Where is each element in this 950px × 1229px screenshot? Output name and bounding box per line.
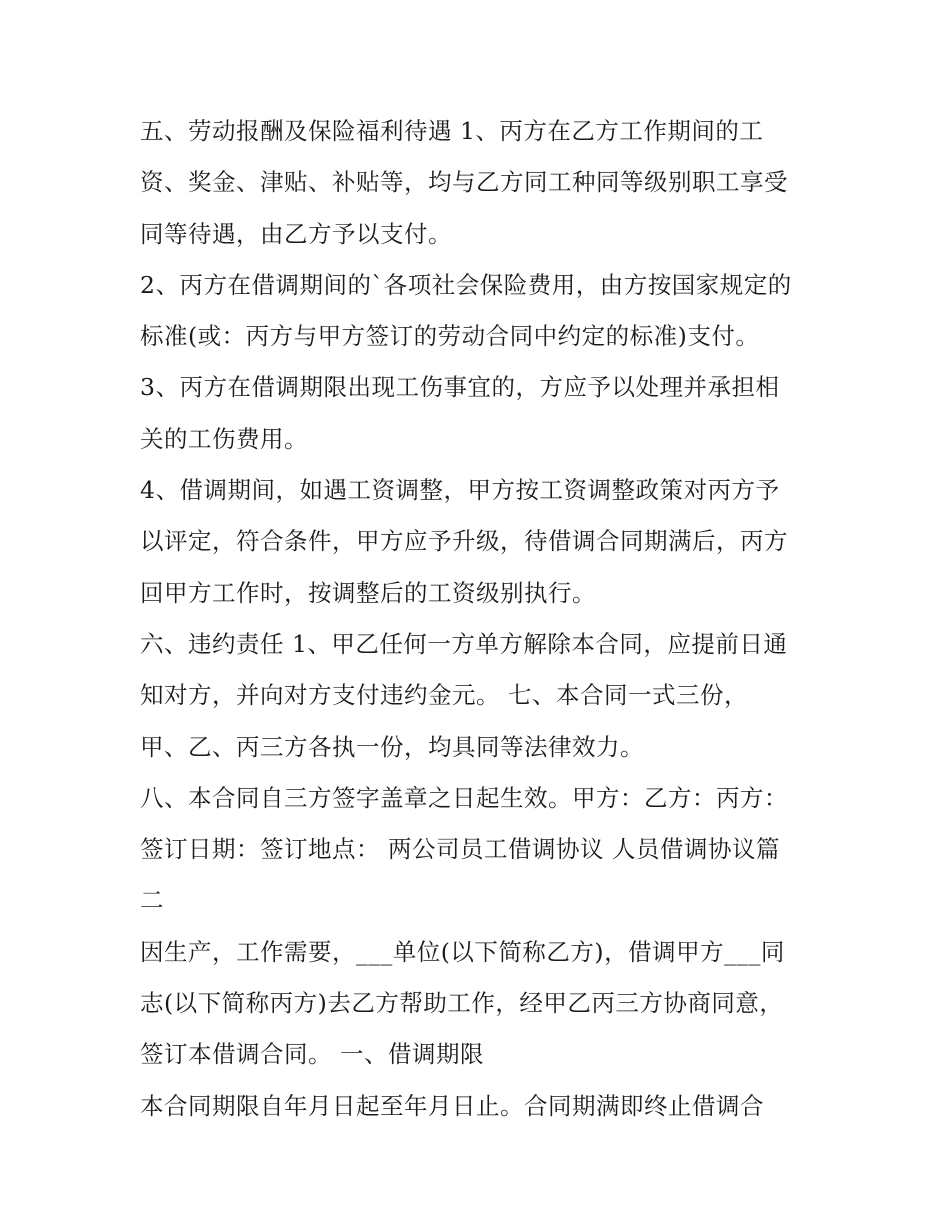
text-line: 甲、乙、丙三方各执一份，均具同等法律效力。 xyxy=(140,732,644,761)
text-line: 2、丙方在借调期间的`各项社会保险费用，由方按国家规定的 xyxy=(140,270,792,299)
text-line: 志(以下简称丙方)去乙方帮助工作，经甲乙丙三方协商同意， xyxy=(140,989,784,1018)
document-body xyxy=(140,109,820,1135)
text-line: 五、劳动报酬及保险福利待遇 1、丙方在乙方工作期间的工 xyxy=(140,117,764,145)
text-line: 本合同期限自年月日起至年月日止。合同期满即终止借调合 xyxy=(140,1091,764,1120)
text-line: 3、丙方在借调期限出现工伤事宜的，方应予以处理并承担相 xyxy=(140,373,780,402)
text-line: 关的工伤费用。 xyxy=(140,424,308,453)
text-line: 八、本合同自三方签字盖章之日起生效。甲方：乙方：丙方： xyxy=(140,783,788,812)
text-line: 以评定，符合条件，甲方应予升级，待借调合同期满后，丙方 xyxy=(140,527,788,556)
text-line: 4、借调期间，如遇工资调整，甲方按工资调整政策对丙方予 xyxy=(140,476,780,505)
text-line: 知对方，并向对方支付违约金元。 七、本合同一式三份， xyxy=(140,681,748,710)
text-line: 签订日期：签订地点： 两公司员工借调协议 人员借调协议篇 xyxy=(140,835,780,864)
text-line: 二 xyxy=(140,886,164,915)
text-line: 资、奖金、津贴、补贴等，均与乙方同工种同等级别职工享受 xyxy=(140,168,788,197)
text-line: 回甲方工作时，按调整后的工资级别执行。 xyxy=(140,578,596,607)
text-line: 同等待遇，由乙方予以支付。 xyxy=(140,219,452,248)
text-line: 标准(或：丙方与甲方签订的劳动合同中约定的标准)支付。 xyxy=(140,322,760,351)
text-line: 六、违约责任 1、甲乙任何一方单方解除本合同，应提前日通 xyxy=(140,629,788,658)
text-line: 因生产，工作需要，___单位(以下简称乙方)，借调甲方___同 xyxy=(140,937,785,966)
text-line: 签订本借调合同。 一、借调期限 xyxy=(140,1040,484,1069)
